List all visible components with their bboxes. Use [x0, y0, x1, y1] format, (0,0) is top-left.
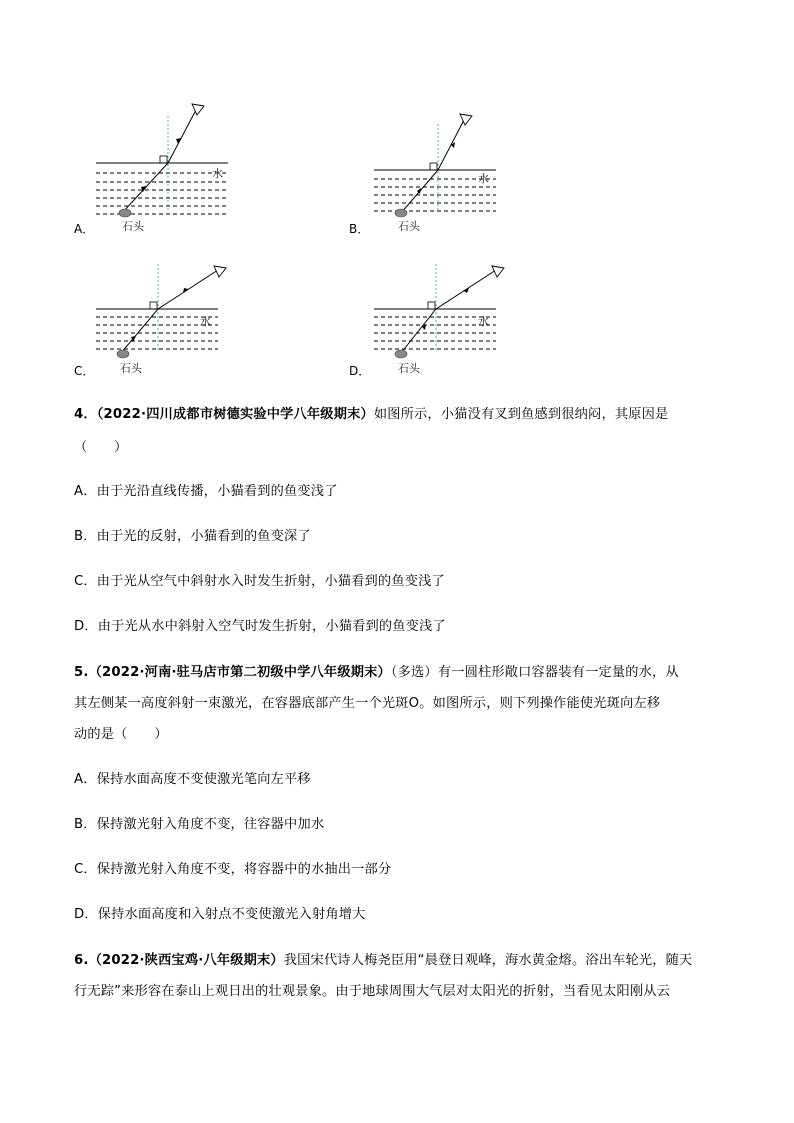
q4-option-a: A．由于光沿直线传播，小猫看到的鱼变浅了 [74, 484, 338, 499]
refraction-diagram-a [94, 100, 234, 235]
q5-option-c: C．保持激光射入角度不变，将容器中的水抽出一部分 [74, 862, 392, 877]
figure-option-c [94, 262, 234, 380]
q6-stem-line-2: 行无踪”来形容在泰山上观日出的壮观景象。由于地球周围大气层对太阳光的折射，当看见太阳刚从云 [74, 984, 671, 999]
figure-option-d [372, 262, 512, 380]
figure-b-letter: B． [349, 222, 370, 236]
q4-option-b: B．由于光的反射，小猫看到的鱼变深了 [74, 529, 311, 544]
q5-option-b: B．保持激光射入角度不变，往容器中加水 [74, 817, 325, 832]
stone-icon [395, 350, 407, 358]
figure-option-a [94, 100, 234, 235]
figure-c-letter: C． [74, 364, 95, 378]
q4-stem [74, 403, 668, 422]
refraction-diagram-c [94, 262, 234, 380]
q5-stem-line-2: 其左侧某一高度斜射一束激光，在容器底部产生一个光斑O。如图所示，则下列操作能使光斑向左移 [74, 696, 661, 711]
water-label-b: 水 [478, 172, 489, 185]
stone-label-c: 石头 [120, 362, 142, 375]
q5-source: 5.（2022·河南·驻马店市第二初级中学八年级期末） [74, 665, 391, 680]
stone-label-d: 石头 [398, 362, 420, 375]
q5-stem-text-1: （多选）有一圆柱形敞口容器装有一定量的水，从 [390, 665, 679, 680]
q6-source: 6.（2022·陕西宝鸡·八年级期末） [74, 953, 284, 968]
q6-stem-line-1 [74, 949, 692, 968]
refraction-diagram-d [372, 262, 512, 380]
water-label-d: 水 [478, 315, 489, 328]
q4-answer-paren: （ ） [74, 440, 128, 455]
stone-icon [119, 209, 131, 217]
figure-a-letter: A． [74, 222, 95, 236]
stone-label-a: 石头 [122, 220, 144, 233]
figure-d-letter: D． [349, 364, 371, 378]
q5-option-d: D．保持水面高度和入射点不变使激光入射角增大 [74, 907, 366, 922]
q5-stem-line-1 [74, 661, 679, 680]
q5-option-a: A．保持水面高度不变使激光笔向左平移 [74, 772, 311, 787]
stone-icon [117, 350, 129, 358]
q4-option-c: C．由于光从空气中斜射水入时发生折射，小猫看到的鱼变浅了 [74, 574, 445, 589]
stone-label-b: 石头 [398, 220, 420, 233]
water-label-c: 水 [200, 315, 211, 328]
water-label-a: 水 [212, 167, 223, 180]
q4-option-d: D．由于光从水中斜射入空气时发生折射，小猫看到的鱼变浅了 [74, 619, 446, 634]
stone-icon [395, 209, 407, 217]
figure-option-b [372, 112, 512, 237]
refraction-diagram-b [372, 112, 512, 237]
q6-stem-text-1: 我国宋代诗人梅尧臣用“晨登日观峰，海水黄金熔。浴出车轮光，随天 [283, 953, 693, 968]
q4-source: 4．（2022·四川成都市树德实验中学八年级期末） [74, 407, 374, 422]
q4-stem-text: 如图所示，小猫没有叉到鱼感到很纳闷，其原因是 [373, 407, 669, 422]
q5-stem-line-3: 动的是（ ） [74, 727, 168, 742]
